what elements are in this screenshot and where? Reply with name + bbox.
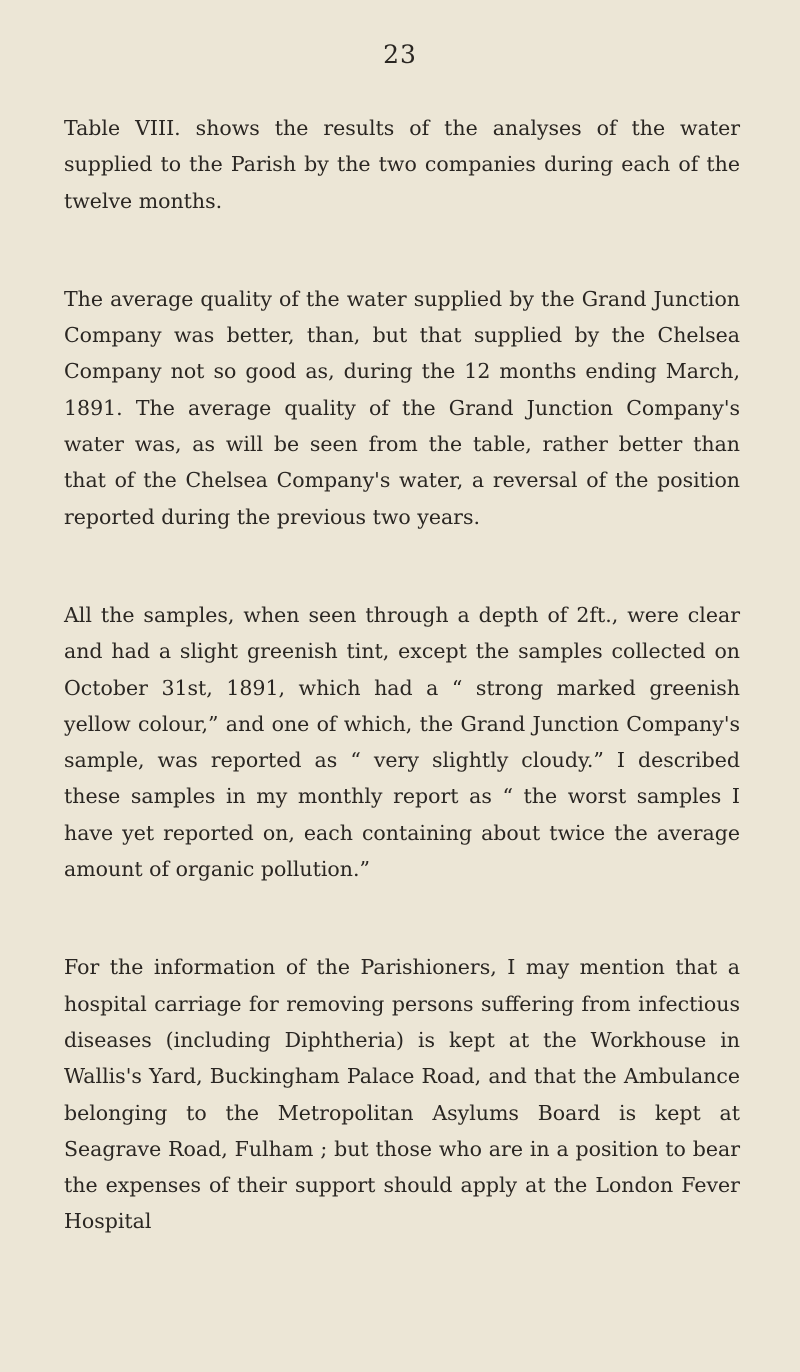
paragraph-samples: All the samples, when seen through a depth of 2ft., were clear and had a slight greenish tint, except the samples collected on October 31st, 1891, which had a “ strong marked greenish yellow colour,” and one of which, the Grand Junction Company's sample, was reported as “ very slightly cloudy.” I described these samples in my monthly report as “ the worst samples I have yet reported on, each containing about twice the average amount of organic pollution.”	[64, 602, 740, 882]
paragraph-average-quality: The average quality of the water supplied by the Grand Junction Company was better, than, but that supplied by the Chelsea Company not so good as, during the 12 months ending March, 1891. The average quality of the Grand Junction Company's water was, as will be seen from the table, rather better than that of the Chelsea Company's water, a reversal of the position reported during the previous two years.	[64, 286, 740, 529]
body-text	[64, 110, 740, 1240]
page-number: 23	[383, 40, 417, 69]
paragraph-table-viii: Table VIII. shows the results of the analyses of the water supplied to the Parish by the two companies during each of the twelve months.	[64, 116, 740, 213]
paragraph-hospital-carriage: For the information of the Parishioners, I may mention that a hospital carriage for removing persons suffering from infectious diseases (including Diphtheria) is kept at the Workhouse in Wallis's Yard, Buckingham Palace Road, and that the Ambulance belonging to the Metropolitan Asylums Board is kept at Seagrave Road, Fulham ; but those who are in a position to bear the expenses of their support should apply at the London Fever Hospital	[64, 955, 740, 1234]
